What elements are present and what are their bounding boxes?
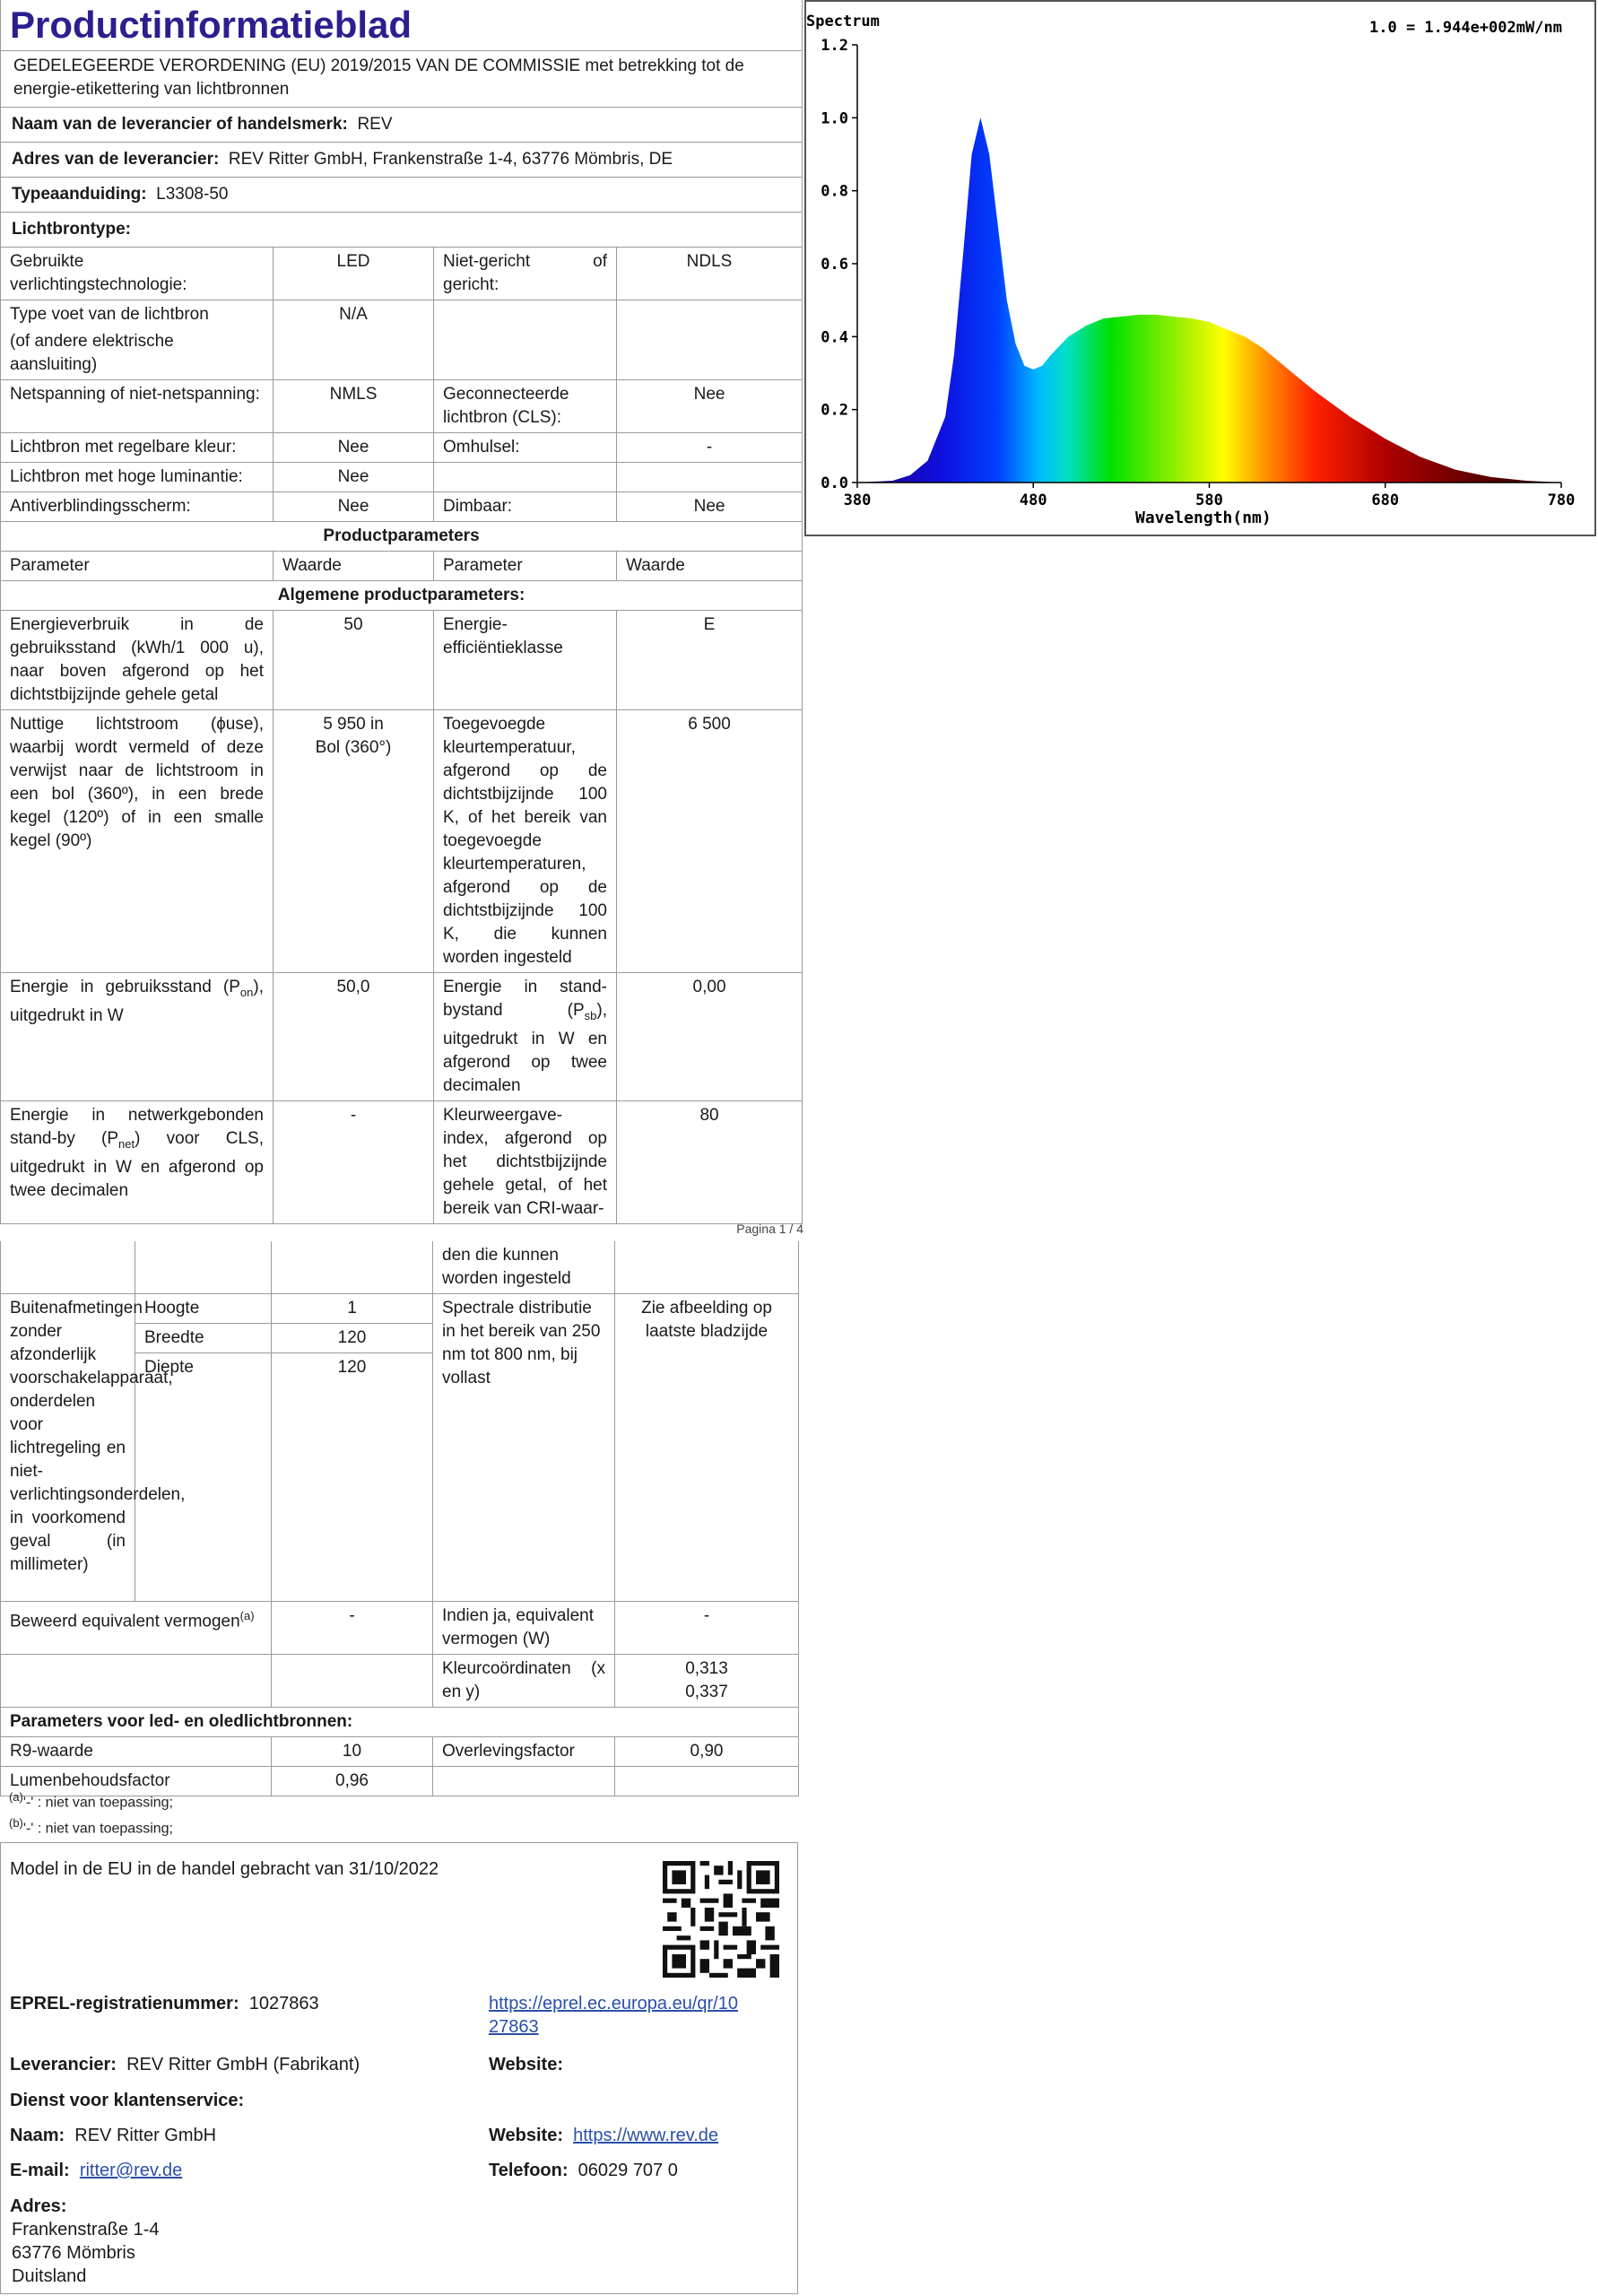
dim-label: Hoogte [135, 1294, 272, 1324]
param-value: NDLS [617, 248, 803, 300]
table-row [1, 1294, 799, 1324]
equiv-label: Beweerd equivalent vermogen [10, 1612, 240, 1631]
general-params-title: Algemene productparameters: [1, 581, 803, 611]
dimensions-label: Buitenafmetingen zonder afzonderlijk voorschakelapparaat, onderdelen voor lichtregeling en niet-verlichtingsonderdelen, in voorkomend geval (in millimeter) [1, 1294, 135, 1602]
datasheet [0, 0, 802, 1224]
label-part: ), uitgedrukt in W en afgerond op twee decimalen [443, 1001, 607, 1095]
param-value: Nee [274, 463, 434, 492]
param-value: - [272, 1602, 433, 1655]
param-label: Energie-efficiëntieklasse [434, 611, 617, 710]
address-line: Frankenstraße 1-4 [12, 2220, 160, 2239]
color-x: 0,313 [685, 1659, 728, 1678]
chart-title: Spectrum [806, 13, 880, 30]
supplier-value: REV Ritter GmbH (Fabrikant) [126, 2055, 360, 2074]
table-row [1, 1737, 799, 1767]
dim-value: 1 [272, 1294, 433, 1324]
x-tick-label: 580 [1195, 491, 1223, 509]
table-row [1, 973, 803, 1101]
param-label: Gebruikte verlichtingstechnologie: [1, 248, 274, 300]
param-label: Overlevingsfactor [433, 1737, 615, 1767]
label-part: Energie in netwerkgebonden stand-by (P [10, 1105, 264, 1148]
footnote-mark: (a) [239, 1609, 255, 1622]
eprel-link[interactable]: https://eprel.ec.europa.eu/qr/10 [489, 1994, 738, 2013]
lamp-base-label: Type voet van de lichtbron [10, 305, 209, 324]
param-value: 50 [274, 611, 434, 710]
param-value: N/A [274, 300, 434, 380]
param-label: Indien ja, equivalent vermogen (W) [433, 1602, 615, 1655]
service-website-label: Website: [489, 2126, 563, 2145]
eprel-link-cont[interactable]: 27863 [489, 2017, 539, 2037]
x-tick-label: 480 [1019, 491, 1047, 509]
lighttype-label: Lichtbrontype: [1, 213, 803, 248]
customer-service-title: Dienst voor klantenservice: [10, 2091, 245, 2110]
param-value: E [617, 611, 803, 710]
param-label: Kleurcoördinaten (x en y) [433, 1655, 615, 1708]
table-row [1, 1602, 799, 1655]
param-value: - [615, 1602, 799, 1655]
param-value: 0,90 [615, 1737, 799, 1767]
param-label [1, 1602, 272, 1655]
footnote-mark: (a) [9, 1790, 23, 1804]
supplier-name-value: REV [357, 115, 393, 134]
eprel-value: 1027863 [248, 1994, 319, 2013]
lumen-value: 5 950 in [323, 715, 384, 734]
param-label: Toegevoegde kleurtemperatuur, afgerond op de dichtstbijzijnde 100 K, of het bereik van toegevoegde kleurtemperaturen, afgerond op de dichtstbijzijnde 100 K, die kunnen worden ingesteld [434, 710, 617, 973]
eprel-info-box [0, 1842, 798, 2294]
param-value: Nee [617, 492, 803, 522]
param-label: R9-waarde [1, 1737, 272, 1767]
param-value: - [274, 1100, 434, 1223]
table-row [1, 1241, 799, 1294]
table-row [1, 433, 803, 463]
param-label [434, 463, 617, 492]
dim-label: Diepte [135, 1353, 272, 1602]
email-link[interactable]: ritter@rev.de [79, 2161, 183, 2180]
service-name-value: REV Ritter GmbH [74, 2126, 217, 2145]
x-tick-label: 780 [1547, 491, 1576, 509]
param-label: Lumenbehoudsfactor [1, 1767, 272, 1796]
empty-cell [615, 1767, 799, 1796]
spectrum-chart [804, 0, 1596, 536]
label-part: ) voor CLS, uitgedrukt in W en afgerond op twee decimalen [10, 1128, 264, 1200]
param-value: Nee [617, 380, 803, 433]
cri-label-continued: den die kunnen worden ingesteld [433, 1241, 615, 1294]
footnote-text: '-' : niet van toepassing; [22, 1795, 173, 1811]
empty-cell [1, 1655, 272, 1708]
param-value: 80 [617, 1100, 803, 1223]
param-label [1, 1100, 274, 1223]
param-value [617, 300, 803, 380]
table-row [1, 492, 803, 522]
x-tick-label: 680 [1371, 491, 1400, 509]
empty-cell [433, 1767, 615, 1796]
table-row [1, 300, 803, 380]
lamp-base-sublabel: (of andere elektrische aansluiting) [10, 332, 174, 374]
param-label: Kleurweergave-index, afgerond op het dichtstbijzijnde gehele getal, of het bereik van CRI-waar- [434, 1100, 617, 1223]
service-name-label: Naam: [10, 2126, 65, 2145]
label-subscript: sb [584, 1008, 597, 1022]
spectrum-area [857, 117, 1561, 483]
table-row [1, 248, 803, 300]
col-header-parameter: Parameter [434, 552, 617, 581]
param-label [434, 973, 617, 1101]
phone-label: Telefoon: [489, 2161, 569, 2180]
product-params-title: Productparameters [1, 522, 803, 552]
dim-value: 120 [272, 1324, 433, 1353]
plot-area [821, 37, 1575, 509]
continued-table [0, 1241, 799, 1796]
param-value: 6 500 [617, 710, 803, 973]
y-tick-label: 1.0 [821, 109, 848, 128]
table-row [1, 611, 803, 710]
service-name-row [10, 2124, 216, 2147]
col-header-parameter: Parameter [1, 552, 274, 581]
phone-row [489, 2159, 678, 2182]
led-params-title: Parameters voor led- en oledlichtbronnen: [1, 1708, 799, 1737]
table-row [1, 710, 803, 973]
param-value [617, 463, 803, 492]
param-value: - [617, 433, 803, 463]
param-label: Niet-gericht of gericht: [434, 248, 617, 300]
supplier-name-label: Naam van de leverancier of handelsmerk: [12, 115, 348, 134]
col-header-value: Waarde [274, 552, 434, 581]
x-axis-label: Wavelength(nm) [1135, 509, 1272, 527]
continued-table-wrap [0, 1241, 798, 1796]
qr-code-icon[interactable] [663, 1861, 779, 1978]
param-label: Geconnecteerde lichtbron (CLS): [434, 380, 617, 433]
param-value [615, 1655, 799, 1708]
param-label: Dimbaar: [434, 492, 617, 522]
y-tick-label: 0.6 [821, 256, 848, 274]
market-date: Model in de EU in de handel gebracht van 31/10/2022 [10, 1859, 439, 1879]
address-line: Duitsland [12, 2266, 87, 2286]
param-value: Nee [274, 492, 434, 522]
email-row [10, 2159, 182, 2182]
footnote-mark: (b) [9, 1816, 23, 1830]
param-label: Lichtbron met hoge luminantie: [1, 463, 274, 492]
address-line: 63776 Mömbris [12, 2243, 135, 2263]
param-label: Lichtbron met regelbare kleur: [1, 433, 274, 463]
y-tick-label: 0.4 [821, 328, 848, 347]
dim-label: Breedte [135, 1324, 272, 1353]
empty-cell [135, 1241, 272, 1294]
email-label: E-mail: [10, 2161, 70, 2180]
param-label: Nuttige lichtstroom (ɸuse), waarbij wordt vermeld of deze verwijst naar de lichtstroom in een bol (360º), in een brede kegel (120º) of in een smalle kegel (90º) [1, 710, 274, 973]
service-website-row [489, 2124, 718, 2147]
footnote-text: '-' : niet van toepassing; [22, 1821, 173, 1837]
label-subscript: on [239, 985, 254, 999]
table-row [1, 463, 803, 492]
spectrum-svg [806, 2, 1594, 535]
type-row [1, 178, 803, 213]
label-part: Energie in gebruiksstand (P [10, 978, 240, 996]
param-label: Omhulsel: [434, 433, 617, 463]
param-value: LED [274, 248, 434, 300]
table-row [1, 1655, 799, 1708]
supplier-row [10, 2053, 360, 2076]
lumen-cone: Bol (360°) [315, 738, 392, 757]
supplier-address-value: REV Ritter GmbH, Frankenstraße 1-4, 63776 Mömbris, DE [228, 150, 673, 169]
page-title: Productinformatieblad [1, 0, 803, 51]
spectral-value: Zie afbeelding op laatste bladzijde [615, 1294, 799, 1602]
supplier-label: Leverancier: [10, 2055, 117, 2074]
empty-cell [272, 1241, 433, 1294]
param-label: Antiverblindingsscherm: [1, 492, 274, 522]
param-value: 50,0 [274, 973, 434, 1101]
y-tick-label: 0.2 [821, 401, 848, 420]
table-row [1, 1100, 803, 1223]
service-website-link[interactable]: https://www.rev.de [573, 2126, 719, 2145]
param-value: 0,96 [272, 1767, 433, 1796]
empty-cell [1, 1241, 135, 1294]
empty-cell [615, 1241, 799, 1294]
type-value: L3308-50 [156, 185, 229, 204]
y-tick-label: 0.0 [821, 474, 848, 492]
supplier-address-label: Adres van de leverancier: [12, 150, 220, 169]
param-label [434, 300, 617, 380]
type-label: Typeaanduiding: [12, 185, 147, 204]
phone-value: 06029 707 0 [578, 2161, 678, 2180]
param-label: Energieverbruik in de gebruiksstand (kWh/1 000 u), naar boven afgerond op het dichtstbijzijnde gehele getal [1, 611, 274, 710]
footnote [9, 1790, 173, 1811]
spectral-label: Spectrale distributie in het bereik van 250 nm tot 800 nm, bij vollast [433, 1294, 615, 1602]
column-header-row [1, 552, 803, 581]
label-subscript: net [118, 1136, 135, 1151]
col-header-value: Waarde [617, 552, 803, 581]
param-value: 0,00 [617, 973, 803, 1101]
website-label: Website: [489, 2055, 563, 2074]
dim-value: 120 [272, 1353, 433, 1602]
page-number: Pagina 1 / 4 [736, 1222, 803, 1236]
supplier-address-row [1, 143, 803, 178]
address-label: Adres: [10, 2196, 67, 2216]
table-row [1, 380, 803, 433]
param-label [1, 300, 274, 380]
param-value: NMLS [274, 380, 434, 433]
color-y: 0,337 [685, 1683, 728, 1701]
y-tick-label: 1.2 [821, 37, 848, 55]
param-label: Netspanning of niet-netspanning: [1, 380, 274, 433]
chart-annotation: 1.0 = 1.944e+002mW/nm [1369, 19, 1562, 37]
supplier-name-row [1, 108, 803, 143]
empty-cell [272, 1655, 433, 1708]
param-value: Nee [274, 433, 434, 463]
regulation-subtitle: GEDELEGEERDE VERORDENING (EU) 2019/2015 VAN DE COMMISSIE met betrekking tot de energie-etikettering van lichtbronnen [1, 51, 803, 108]
y-tick-label: 0.8 [821, 182, 848, 201]
x-tick-label: 380 [843, 491, 872, 509]
param-label [1, 973, 274, 1101]
eprel-link-wrap [489, 1992, 738, 2039]
label-part: Energie in stand-bystand (P [443, 978, 607, 1020]
param-value [274, 710, 434, 973]
label-part: ), uitgedrukt in W [10, 978, 264, 1025]
param-value: 10 [272, 1737, 433, 1767]
footnote [9, 1816, 173, 1837]
eprel-label: EPREL-registratienummer: [10, 1994, 239, 2013]
header-table [0, 0, 803, 1224]
eprel-row [10, 1992, 319, 2015]
